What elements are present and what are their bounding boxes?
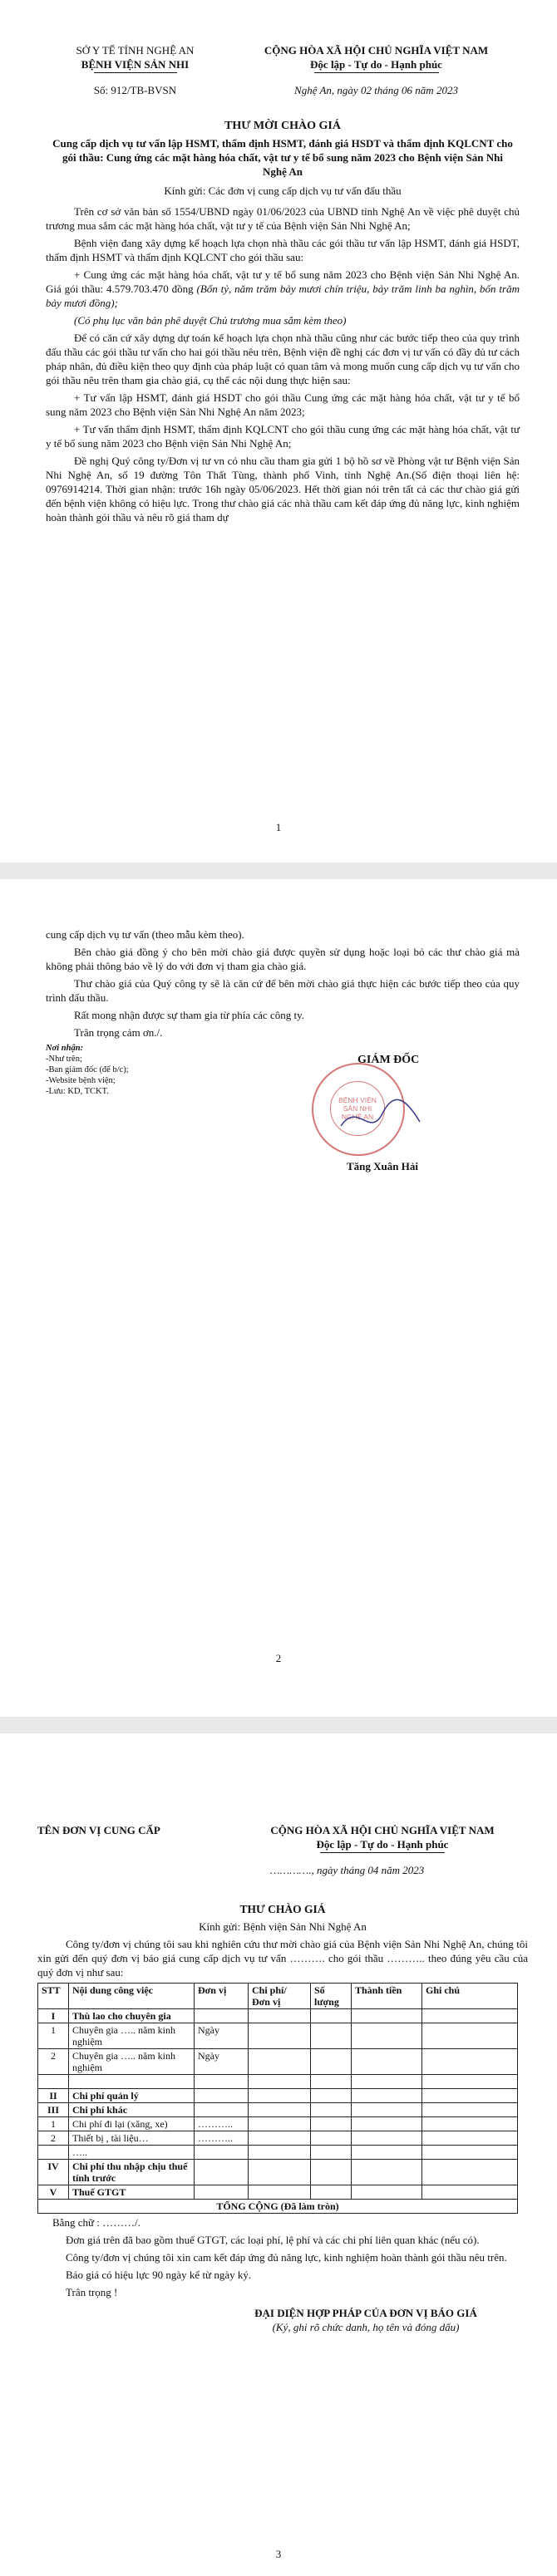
doc-number: Số: 912/TB-BVSN [93, 84, 177, 96]
recipient-item: -Website bệnh viện; [46, 1076, 116, 1085]
table-cell [422, 2023, 518, 2049]
place-date: Nghệ An, ngày 02 tháng 06 năm 2023 [294, 84, 458, 96]
table-cell: Chi phí đi lại (xăng, xe) [69, 2117, 195, 2131]
table-cell [352, 2023, 422, 2049]
table-header-cell: Ghi chú [422, 1984, 518, 2009]
table-cell [352, 2131, 422, 2146]
signature-area [46, 1043, 520, 1184]
table-row [38, 2146, 518, 2160]
issuer-block [46, 43, 224, 73]
table-cell: ….. [69, 2146, 195, 2160]
table-cell [249, 2103, 311, 2117]
page-2 [0, 879, 557, 1717]
nation-title: CỘNG HÒA XÃ HỘI CHỦ NGHĨA VIỆT NAM [264, 44, 489, 57]
paragraph: Để có căn cứ xây dựng dự toán kế hoạch lựa chọn nhà thầu cũng như các bước tiếp theo của quy trình đấu thầu các gói thầu tư vấn cho hai gói thầu nêu trên, Bệnh viện đề nghị các đơn vị tư vấn có đầy đủ tư cách pháp nhân, đủ điều kiện theo quy định của pháp luật có quan tâm và mong muốn cung cấp dịch vụ tư vấn cho gói thầu nêu trên tham gia chào giá, cụ thể các nội dung thực hiện sau: [46, 332, 520, 386]
nation-motto: Độc lập - Tự do - Hạnh phúc [316, 1838, 449, 1851]
total-row [38, 2200, 518, 2214]
table-cell [311, 2146, 352, 2160]
table-cell: ……….. [195, 2117, 249, 2131]
intro-paragraph: Công ty/đơn vị chúng tôi sau khi nghiên cứu thư mời chào giá của Bệnh viện Sản Nhi Nghệ An, chúng tôi xin gửi đến quý đơn vị báo giá cung cấp dịch vụ tư vấn ………. cho gói thầu ……….. theo đúng yêu cầu của quý đơn vị như sau: [37, 1938, 528, 1979]
date-line: …………., ngày tháng 04 năm 2023 [270, 1864, 425, 1876]
table-cell [422, 2009, 518, 2023]
addressee: Kính gửi: Các đơn vị cung cấp dịch vụ tư vấn đấu thầu [164, 184, 402, 197]
table-cell [311, 2075, 352, 2089]
paragraph: Thư chào giá của Quý công ty sẽ là căn cứ để bên mời chào giá thực hiện các bước tiếp theo của quy trình đấu thầu. [46, 977, 520, 1004]
nation-block [233, 43, 520, 73]
table-cell [311, 2089, 352, 2103]
table-cell [422, 2131, 518, 2146]
table-cell [69, 2075, 195, 2089]
table-cell [352, 2185, 422, 2200]
table-cell [195, 2009, 249, 2023]
table-row [38, 2117, 518, 2131]
table-cell: Chi phí quản lý [69, 2089, 195, 2103]
paragraph: Bên chào giá đồng ý cho bên mời chào giá được quyền sử dụng hoặc loại bỏ các thư chào giá mà không phải thông báo về lý do với đơn vị tham gia chào giá. [46, 946, 520, 972]
table-cell [422, 2089, 518, 2103]
table-cell: III [38, 2103, 69, 2117]
table-header-cell: STT [38, 1984, 69, 2009]
table-row [38, 2160, 518, 2185]
table-cell [249, 2160, 311, 2185]
table-cell [352, 2075, 422, 2089]
paragraph: Trân trọng cảm ơn./. [74, 1026, 163, 1039]
paragraph: Bệnh viện đang xây dựng kế hoạch lựa chọn nhà thầu các gói thầu tư vấn lập HSMT, đánh giá HSDT, thẩm định HSMT và thẩm định KQLCNT cho gói thầu sau: [46, 237, 520, 263]
nation-block [237, 1823, 528, 1853]
table-cell [195, 2185, 249, 2200]
table-cell [422, 2075, 518, 2089]
table-cell [195, 2075, 249, 2089]
table-cell [311, 2185, 352, 2200]
table-cell [352, 2049, 422, 2075]
page-number: 2 [275, 1652, 282, 1664]
table-cell [249, 2075, 311, 2089]
page-number: 1 [275, 821, 282, 833]
seal-text: NGHỆ AN [341, 1113, 374, 1121]
table-row [38, 2009, 518, 2023]
table-cell [422, 2185, 518, 2200]
seal-text: BỆNH VIỆN [338, 1096, 377, 1104]
package-amount-words: (Bốn tỷ, năm trăm bảy mươi chín triệu, bảy trăm linh ba nghìn, bốn trăm bảy mươi đồng); [46, 283, 520, 309]
doc-subject: Cung cấp dịch vụ tư vấn lập HSMT, thẩm định HSMT, đánh giá HSDT và thẩm định KQLCNT cho gói thầu: Cung ứng các mặt hàng hóa chất, vật tư y tế bổ sung năm 2023 cho Bệnh viện Sản Nhi Nghệ An [52, 137, 513, 178]
table-cell [38, 2075, 69, 2089]
paragraph: + Tư vấn lập HSMT, đánh giá HSDT cho gói thầu Cung ứng các mặt hàng hóa chất, vật tư y tế bổ sung năm 2023 cho Bệnh viện Sản Nhi Nghệ An năm 2023; [46, 391, 520, 418]
paragraph: Trên cơ sở văn bản số 1554/UBND ngày 01/06/2023 của UBND tỉnh Nghệ An về việc phê duyệt chủ trương mua sắm các mặt hàng hóa chất, vật tư y tế của Bệnh viện Sản Nhi Nghệ An; [46, 205, 520, 232]
table-cell [195, 2103, 249, 2117]
table-cell [311, 2103, 352, 2117]
nation-motto: Độc lập - Tự do - Hạnh phúc [310, 58, 442, 71]
quote-header [37, 1823, 528, 1853]
table-cell [422, 2117, 518, 2131]
table-cell [195, 2089, 249, 2103]
table-cell: 1 [38, 2023, 69, 2049]
table-cell: Chi phí khác [69, 2103, 195, 2117]
table-cell [352, 2009, 422, 2023]
table-row [38, 2023, 518, 2049]
table-cell [422, 2103, 518, 2117]
seal-text: SẢN NHI [343, 1104, 372, 1113]
quotation-body [38, 2009, 518, 2200]
table-cell [352, 2160, 422, 2185]
table-header-cell: Đơn vị [195, 1984, 249, 2009]
table-cell [311, 2131, 352, 2146]
page-1-content [46, 43, 520, 528]
table-cell [422, 2160, 518, 2185]
recipients [46, 1043, 229, 1097]
table-cell [311, 2023, 352, 2049]
table-header-cell: Thành tiền [352, 1984, 422, 2009]
recipient-item: -Lưu: KD, TCKT. [46, 1087, 109, 1096]
table-cell [311, 2117, 352, 2131]
divider [314, 72, 439, 73]
table-cell [249, 2185, 311, 2200]
table-header-row [38, 1984, 518, 2009]
recipients-title: Nơi nhận: [46, 1044, 84, 1053]
table-cell: 2 [38, 2131, 69, 2146]
supplier-name-placeholder: TÊN ĐƠN VỊ CUNG CẤP [37, 1824, 160, 1836]
table-row [38, 2089, 518, 2103]
page-3 [0, 1733, 557, 2576]
table-cell [249, 2049, 311, 2075]
quotation-table [37, 1983, 518, 2214]
note: Báo giá có hiệu lực 90 ngày kể từ ngày ký. [66, 2269, 252, 2281]
table-cell: Thiết bị , tài liệu… [69, 2131, 195, 2146]
signature-icon [333, 1093, 432, 1143]
table-cell [249, 2089, 311, 2103]
signer-name: Tăng Xuân Hải [347, 1160, 418, 1172]
representative-subtitle: (Ký, ghi rõ chức danh, họ tên và đóng dấu) [272, 2321, 460, 2333]
table-cell: Ngày [195, 2023, 249, 2049]
nation-title: CỘNG HÒA XÃ HỘI CHỦ NGHĨA VIỆT NAM [270, 1824, 495, 1836]
table-cell: Thuế GTGT [69, 2185, 195, 2200]
table-cell: Ngày [195, 2049, 249, 2075]
table-cell: II [38, 2089, 69, 2103]
paragraph: + Tư vấn thẩm định HSMT, thẩm định KQLCNT cho gói thầu cung ứng các mặt hàng hóa chất, vật tư y tế bổ sung năm 2023 cho Bệnh viện Sản Nhi Nghệ An; [46, 423, 520, 450]
table-row [38, 2131, 518, 2146]
table-cell [249, 2146, 311, 2160]
table-cell [195, 2146, 249, 2160]
package-line: + Cung ứng các mặt hàng hóa chất, vật tư y tế bổ sung năm 2023 cho Bệnh viện Sản Nhi Nghệ An. Giá gói thầu: 4.579.703.470 đồng [46, 268, 520, 295]
doc-title: THƯ CHÀO GIÁ [239, 1903, 326, 1915]
table-cell [311, 2049, 352, 2075]
table-cell: Chuyên gia ….. năm kinh nghiệm [69, 2049, 195, 2075]
table-cell: Thù lao cho chuyên gia [69, 2009, 195, 2023]
table-cell [352, 2146, 422, 2160]
paragraph: cung cấp dịch vụ tư vấn (theo mẫu kèm theo). [46, 928, 244, 941]
paragraph: Rất mong nhận được sự tham gia từ phía các công ty. [74, 1009, 304, 1021]
supplier-name-block [37, 1823, 233, 1853]
table-cell [249, 2009, 311, 2023]
table-header-cell: Chi phí/ Đơn vị [249, 1984, 311, 2009]
note: Trân trọng ! [66, 2286, 118, 2298]
ministry-name: SỞ Y TẾ TỈNH NGHỆ AN [76, 44, 195, 57]
table-cell [422, 2146, 518, 2160]
divider [320, 1852, 445, 1853]
table-cell [249, 2131, 311, 2146]
table-row [38, 2103, 518, 2117]
note: Công ty/đơn vị chúng tôi xin cam kết đáp ứng đủ năng lực, kinh nghiệm hoàn thành gói thầu nêu trên. [66, 2251, 507, 2264]
table-row [38, 2185, 518, 2200]
table-cell [38, 2146, 69, 2160]
doc-meta [46, 83, 520, 97]
table-cell: 1 [38, 2117, 69, 2131]
page-3-content [37, 1823, 528, 2334]
table-cell [352, 2103, 422, 2117]
paragraph: (Có phụ lục văn bản phê duyệt Chủ trương mua sắm kèm theo) [74, 314, 347, 327]
paragraph: Đề nghị Quý công ty/Đơn vị tư vn có nhu cầu tham gia gửi 1 bộ hồ sơ về Phòng vật tư Bệnh viện Sản Nhi Nghệ An, số 19 đường Tôn Thất Tùng, thành phố Vinh, tỉnh Nghệ An.(Số điện thoại liên hệ: 0976914214. Thời gian nhận: trước 16h ngày 05/06/2023. Hết thời gian nói trên tất cả các thư chào giá gửi đến bệnh viện không có hiệu lực. Trong thư chào giá các nhà thầu cam kết đáp ứng đủ năng lực, kinh nghiệm hoàn thành gói thầu và nêu rõ giá tham dự [46, 455, 520, 524]
table-cell [195, 2160, 249, 2185]
table-header-cell: Số lượng [311, 1984, 352, 2009]
page-1 [0, 0, 557, 863]
doc-title: THƯ MỜI CHÀO GIÁ [224, 120, 341, 132]
signer-title: GIÁM ĐỐC [357, 1054, 420, 1066]
note: Đơn giá trên đã bao gồm thuế GTGT, các loại phí, lệ phí và các chi phí liên quan khác (nếu có). [66, 2234, 480, 2246]
table-row [38, 2075, 518, 2089]
recipient-item: -Như trên; [46, 1054, 82, 1064]
table-cell [249, 2117, 311, 2131]
table-row [38, 2049, 518, 2075]
table-cell: Chi phí thu nhập chịu thuế tính trước [69, 2160, 195, 2185]
table-cell [352, 2117, 422, 2131]
table-cell: I [38, 2009, 69, 2023]
representative-title: ĐẠI DIỆN HỢP PHÁP CỦA ĐƠN VỊ BÁO GIÁ [254, 2307, 477, 2319]
table-cell: 2 [38, 2049, 69, 2075]
table-header-cell: Nội dung công việc [69, 1984, 195, 2009]
page-number: 3 [275, 2548, 282, 2560]
table-cell: V [38, 2185, 69, 2200]
table-cell [311, 2009, 352, 2023]
table-cell [249, 2023, 311, 2049]
table-cell: Chuyên gia ….. năm kinh nghiệm [69, 2023, 195, 2049]
table-cell [311, 2160, 352, 2185]
divider [94, 72, 177, 73]
table-cell: ……….. [195, 2131, 249, 2146]
table-cell: IV [38, 2160, 69, 2185]
letter-header [46, 43, 520, 73]
recipient-item: -Ban giám đốc (để b/c); [46, 1065, 129, 1074]
hospital-name: BỆNH VIỆN SẢN NHI [81, 58, 190, 71]
total-label: TỔNG CỘNG (Đã làm tròn) [38, 2200, 518, 2214]
table-cell [352, 2089, 422, 2103]
page-2-content [46, 927, 520, 1184]
paragraph [46, 268, 520, 310]
amount-in-words: Bằng chữ : ………/. [52, 2216, 140, 2229]
addressee: Kính gửi: Bệnh viện Sản Nhi Nghệ An [199, 1920, 367, 1933]
table-cell [422, 2049, 518, 2075]
